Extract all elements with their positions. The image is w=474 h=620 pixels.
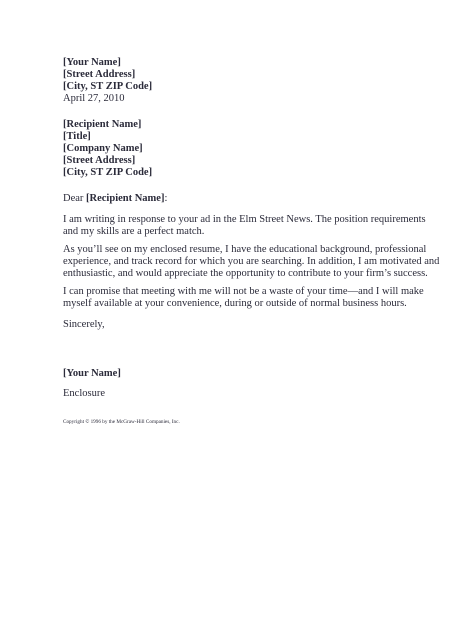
recipient-address-block: [63, 119, 152, 179]
recipient-name: [Recipient Name]: [63, 119, 142, 130]
recipient-street: [Street Address]: [63, 155, 136, 166]
sender-name: [Your Name]: [63, 57, 121, 68]
sender-address-block: [63, 57, 152, 93]
letter-date: April 27, 2010: [63, 93, 125, 104]
body-paragraph-1: I am writing in response to your ad in the Elm Street News. The position requirements and my skills are a perfect match.: [63, 214, 426, 237]
closing: Sincerely,: [63, 319, 105, 330]
enclosure-line: Enclosure: [63, 388, 105, 399]
salutation: Dear [Recipient Name]:: [63, 193, 168, 204]
recipient-company: [Company Name]: [63, 143, 143, 154]
signature-name: [Your Name]: [63, 368, 121, 379]
body-paragraph-3: I can promise that meeting with me will not be a waste of your time—and I will make myself available at your convenience, during or outside of normal business hours.: [63, 286, 424, 309]
recipient-city: [City, ST ZIP Code]: [63, 167, 153, 178]
copyright-notice: Copyright © 1996 by the McGraw-Hill Companies, Inc.: [63, 419, 180, 425]
sender-city: [City, ST ZIP Code]: [63, 81, 153, 92]
recipient-title: [Title]: [63, 131, 91, 142]
salutation-name: [Recipient Name]: [86, 193, 165, 204]
body-paragraph-2: As you’ll see on my enclosed resume, I have the educational background, professional experience, and track record for which you are searching. In addition, I am motivated and enthusiastic, and would appreciate the opportunity to contribute to your firm’s success.: [63, 244, 440, 279]
sender-street: [Street Address]: [63, 69, 136, 80]
